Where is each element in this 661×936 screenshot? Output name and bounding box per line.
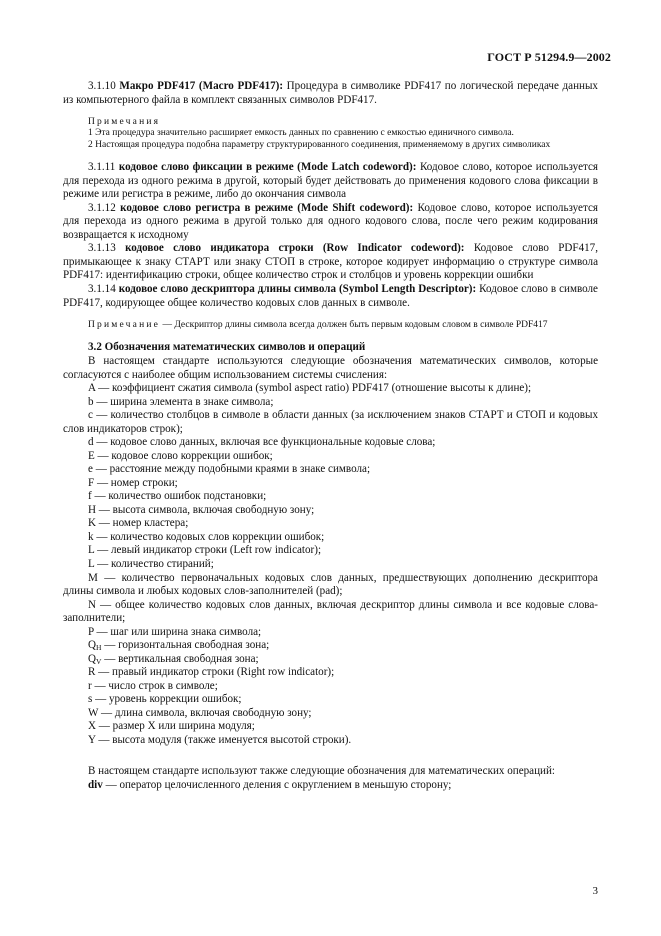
note-symbol-length — [63, 320, 598, 331]
symbol-base: Q — [88, 639, 97, 652]
note-label: Примечание — [88, 320, 161, 331]
definition-3-1-14 — [63, 283, 598, 310]
symbol-item: R — правый индикатор строки (Right row indicator); — [88, 666, 335, 679]
definition-3-1-13 — [63, 242, 598, 283]
term: Макро PDF417 (Macro PDF417): — [119, 80, 284, 92]
symbol-item: L — левый индикатор строки (Left row indicator); — [88, 544, 322, 557]
term: кодовое слово регистра в режиме (Mode Shift codeword): — [120, 201, 414, 214]
definition-text: Кодовое слово, которое используется для перехода из одного режима в другой только для одного кодового слова, после чего режим кодирования возвращается к исходному — [63, 201, 598, 241]
page-number: 3 — [592, 885, 598, 897]
note-text: — Дескриптор длины символа всегда должен быть первым кодовым словом в символе PDF417 — [160, 320, 548, 331]
symbol-subscript: V — [96, 656, 102, 666]
clause-number: 3.1.10 — [88, 80, 116, 92]
clause-number: 3.1.13 — [88, 242, 116, 255]
symbol-item: N — общее количество кодовых слов данных, включая дескриптор длины символа и все кодовые слова-заполнители; — [63, 598, 598, 625]
symbol-item: A — коэффициент сжатия символа (symbol aspect ratio) PDF417 (отношение высоты к длине); — [88, 382, 532, 395]
operation-div — [63, 779, 598, 793]
definition-3-1-10 — [63, 80, 598, 107]
symbol-item: F — номер строки; — [88, 476, 178, 489]
symbol-subscript: H — [96, 643, 102, 653]
symbol-item: M — количество первоначальных кодовых слов данных, предшествующих дополнению дескриптора длины символа и любых кодовых слов-заполнителей (pad); — [63, 571, 598, 598]
term: кодовое слово индикатора строки (Row Indicator codeword): — [125, 242, 465, 255]
operation-term: div — [88, 778, 103, 791]
symbol-item: r — число строк в символе; — [88, 679, 218, 692]
definition-3-1-12 — [63, 202, 598, 243]
notes-title: Примечания — [88, 117, 161, 128]
symbol-item: P — шаг или ширина знака символа; — [88, 625, 262, 638]
symbol-item: e — расстояние между подобными краями в знаке символа; — [88, 463, 371, 476]
symbol-item: s — уровень коррекции ошибок; — [88, 693, 242, 706]
note-1: 1 Эта процедура значительно расширяет емкость данных по сравнению с емкостью единичного символа. — [88, 128, 514, 139]
symbol-item: K — номер кластера; — [88, 517, 189, 530]
symbol-base: Q — [88, 652, 97, 665]
term: кодовое слово фиксации в режиме (Mode Latch codeword): — [118, 161, 417, 174]
note-2: 2 Настоящая процедура подобна параметру структурированного соединения, применяемому в других символиках — [88, 139, 551, 150]
document-header: ГОСТ Р 51294.9—2002 — [487, 50, 611, 64]
symbol-item: H — высота символа, включая свободную зону; — [88, 503, 315, 516]
symbol-item: Y — высота модуля (также именуется высотой строки). — [88, 733, 352, 746]
symbol-item: c — количество столбцов в символе в области данных (за исключением знаков СТАРТ и СТОП и кодовых слов индикаторов строк); — [63, 409, 598, 435]
operations-intro: В настоящем стандарте используют также следующие обозначения для математических операций: — [88, 765, 555, 778]
section-title: 3.2 Обозначения математических символов и операций — [88, 341, 366, 354]
definition-text: Процедура в символике PDF417 по логической передаче данных из компьютерного файла в комплект связанных символов PDF417. — [63, 80, 598, 106]
symbol-item-qh — [63, 639, 598, 653]
symbol-item: b — ширина элемента в знаке символа; — [88, 395, 274, 408]
symbol-description: — вертикальная свободная зона; — [101, 652, 259, 665]
term: кодовое слово дескриптора длины символа (Symbol Length Descriptor): — [118, 283, 477, 296]
clause-number: 3.1.12 — [88, 201, 116, 214]
symbol-item: L — количество стираний; — [88, 557, 214, 570]
symbol-item-qv — [63, 653, 598, 667]
symbol-item: k — количество кодовых слов коррекции ошибок; — [88, 530, 325, 543]
symbol-item: E — кодовое слово коррекции ошибок; — [88, 449, 273, 462]
operation-description: — оператор целочисленного деления с округлением в меньшую сторону; — [102, 778, 452, 791]
symbol-item: f — количество ошибок подстановки; — [88, 490, 267, 503]
section-intro: В настоящем стандарте используются следующие обозначения математических символов, которые согласуются с наиболее общим использованием системы счисления: — [63, 355, 598, 381]
clause-number: 3.1.14 — [88, 283, 116, 296]
definition-text: Кодовое слово в символе PDF417, кодирующее общее количество кодовых слов данных в символе. — [63, 283, 598, 309]
symbol-item: X — размер X или ширина модуля; — [88, 720, 255, 733]
definition-text: Кодовое слово, которое используется для перехода из одного режима в другой, который будет действовать до применения кодового слова фиксации в режиме или регистра в режиме, либо до окончания символа — [63, 161, 598, 201]
page-content — [63, 80, 598, 792]
definition-text: Кодовое слово PDF417, примыкающее к знаку СТАРТ или знаку СТОП в строке, которое кодирует информацию о структуре символа PDF417: идентификацию строки, общее количество строк и столбцов и уровень коррекции ошибки — [63, 242, 598, 282]
symbol-item: W — длина символа, включая свободную зону; — [88, 706, 312, 719]
definition-3-1-11 — [63, 161, 598, 202]
clause-number: 3.1.11 — [88, 161, 116, 174]
symbol-item: d — кодовое слово данных, включая все функциональные кодовые слова; — [88, 436, 436, 449]
symbol-description: — горизонтальная свободная зона; — [101, 639, 270, 652]
